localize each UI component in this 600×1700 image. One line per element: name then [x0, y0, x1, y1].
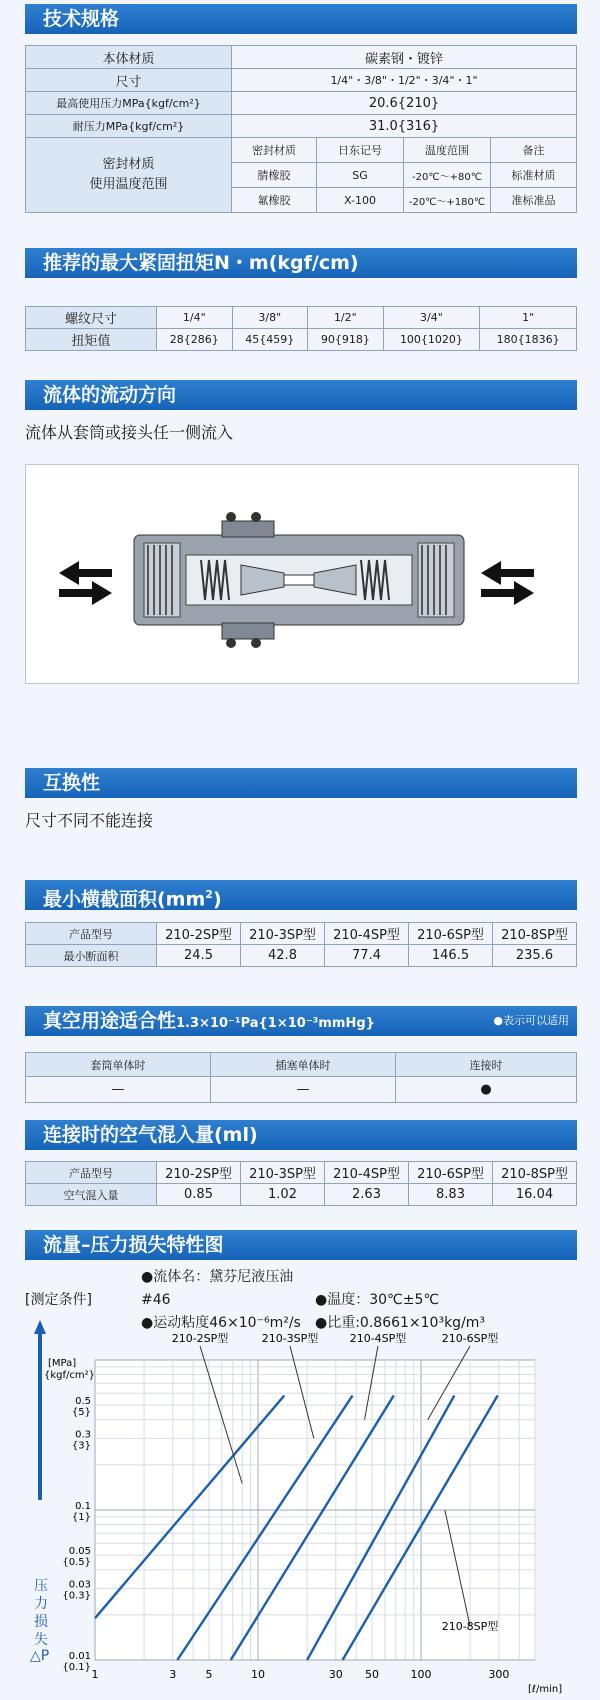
flow-pressure-chart — [0, 1300, 600, 1700]
torque-table — [25, 306, 577, 351]
series-label: 210-8SP型 — [441, 1620, 499, 1633]
area-model: 210-3SP型 — [241, 923, 325, 945]
seal-label — [26, 138, 232, 213]
y-tick-label: {0.3} — [62, 1590, 91, 1602]
max-pressure-value: 20.6{210} — [232, 92, 577, 115]
air-value: 8.83 — [409, 1184, 493, 1206]
seal-cell: SG — [317, 163, 404, 188]
spec-section-title: 技术规格 — [25, 4, 577, 34]
area-row1-label: 产品型号 — [26, 923, 157, 945]
table-row — [26, 307, 577, 329]
seal-cell: -20℃～+180℃ — [404, 188, 491, 213]
proof-pressure-value: 31.0{316} — [232, 115, 577, 138]
air-value: 2.63 — [325, 1184, 409, 1206]
torque-row1-label: 螺纹尺寸 — [26, 307, 157, 329]
torque-size: 3/4" — [383, 307, 480, 329]
area-value: 146.5 — [409, 945, 493, 967]
x-tick-label: 3 — [169, 1668, 177, 1681]
x-tick-label: 50 — [364, 1668, 379, 1681]
seal-cell: X-100 — [317, 188, 404, 213]
max-pressure-label: 最高使用压力MPa{kgf/cm²} — [26, 92, 232, 115]
y-axis-arrow-icon — [34, 1320, 46, 1500]
torque-row2-label: 扭矩值 — [26, 329, 157, 351]
air-value: 0.85 — [157, 1184, 241, 1206]
series-label: 210-2SP型 — [171, 1332, 229, 1345]
cond-viscosity: ●运动粘度46×10⁻⁶m²/s — [141, 1315, 301, 1331]
y-tick-label: 0.1 — [75, 1501, 91, 1512]
area-model: 210-6SP型 — [409, 923, 493, 945]
air-model: 210-8SP型 — [493, 1162, 577, 1184]
chart-section-title: 流量–压力损失特性图 — [25, 1230, 577, 1260]
air-model: 210-2SP型 — [157, 1162, 241, 1184]
vacuum-header: 套筒单体时 — [26, 1053, 211, 1077]
y-unit-kgf: {kgf/cm²} — [44, 1370, 96, 1381]
seal-header: 备注 — [491, 138, 577, 163]
air-value: 16.04 — [493, 1184, 577, 1206]
torque-value: 180{1836} — [480, 329, 577, 351]
y-tick-label: 0.01 — [68, 1651, 91, 1662]
seal-cell: -20℃～+80℃ — [404, 163, 491, 188]
seal-label-line2: 使用温度范围 — [89, 177, 168, 192]
area-value: 235.6 — [493, 945, 577, 967]
series-label: 210-4SP型 — [349, 1332, 407, 1345]
x-tick-label: 5 — [205, 1668, 213, 1681]
area-value: 42.8 — [241, 945, 325, 967]
y-tick-label: 0.03 — [68, 1579, 91, 1591]
y-tick-label: {1} — [71, 1512, 91, 1523]
torque-value: 45{459} — [232, 329, 308, 351]
y-unit-mpa: [MPa] — [48, 1358, 77, 1369]
size-label: 尺寸 — [26, 69, 232, 92]
torque-value: 90{918} — [308, 329, 384, 351]
vacuum-value: — — [26, 1077, 211, 1103]
size-value: 1/4"・3/8"・1/2"・3/4"・1" — [232, 69, 577, 92]
torque-section-title: 推荐的最大紧固扭矩N・m(kgf/cm) — [25, 248, 577, 278]
torque-size: 1" — [480, 307, 577, 329]
x-tick-label: 10 — [251, 1668, 266, 1681]
area-model: 210-2SP型 — [157, 923, 241, 945]
vacuum-header: 连接时 — [396, 1053, 577, 1077]
air-model: 210-3SP型 — [241, 1162, 325, 1184]
x-unit: [ℓ/min] — [528, 1684, 563, 1695]
table-row — [26, 1162, 577, 1184]
torque-size: 1/4" — [157, 307, 233, 329]
table-row — [26, 1077, 577, 1103]
bidirectional-arrow-left-icon — [59, 561, 112, 605]
air-section-title: 连接时的空气混入量(ml) — [25, 1120, 577, 1150]
vacuum-header: 插塞单体时 — [211, 1053, 396, 1077]
flow-direction-section-title: 流体的流动方向 — [25, 380, 577, 410]
y-axis-symbol: △P — [30, 1648, 50, 1664]
y-tick-label: {0.1} — [62, 1662, 91, 1673]
vacuum-value: — — [211, 1077, 396, 1103]
air-table — [25, 1161, 577, 1206]
torque-size: 3/8" — [232, 307, 308, 329]
vacuum-section-title: 真空用途适合性1.3×10⁻¹Pa{1×10⁻³mmHg} ●表示可以适用 — [25, 1006, 577, 1036]
series-label: 210-6SP型 — [441, 1332, 499, 1345]
x-tick-label: 100 — [410, 1668, 432, 1681]
seal-cell: 腈橡胶 — [232, 163, 317, 188]
body-material-value: 碳素钢・镀锌 — [232, 46, 577, 69]
table-row — [26, 329, 577, 351]
area-value: 24.5 — [157, 945, 241, 967]
area-table — [25, 922, 577, 967]
y-tick-label: {0.5} — [62, 1557, 91, 1569]
air-row2-label: 空气混入量 — [26, 1184, 157, 1206]
x-tick-label: 1 — [91, 1668, 99, 1681]
y-tick-label: {3} — [71, 1440, 91, 1452]
torque-value: 28{286} — [157, 329, 233, 351]
cond-gravity: ●比重:0.8661×10³kg/m³ — [315, 1315, 486, 1331]
vacuum-value: ● — [396, 1077, 577, 1103]
seal-cell: 标准材质 — [491, 163, 577, 188]
air-model: 210-4SP型 — [325, 1162, 409, 1184]
seal-header: 日东记号 — [317, 138, 404, 163]
air-model: 210-6SP型 — [409, 1162, 493, 1184]
air-row1-label: 产品型号 — [26, 1162, 157, 1184]
area-section-title: 最小横截面积$(mm^2)$ — [25, 880, 577, 910]
coupling-diagram-frame — [25, 464, 579, 684]
flow-direction-text: 流体从套筒或接头任一侧流入 — [25, 423, 234, 442]
x-tick-label: 300 — [488, 1668, 510, 1681]
y-tick-label: 0.5 — [75, 1396, 91, 1408]
vacuum-table — [25, 1052, 577, 1103]
bidirectional-arrow-right-icon — [481, 561, 534, 605]
table-row — [26, 923, 577, 945]
cond-label: [测定条件] — [25, 1292, 92, 1308]
coupling-body — [134, 512, 464, 648]
seal-header: 温度范围 — [404, 138, 491, 163]
seal-cell: 准标准品 — [491, 188, 577, 213]
y-axis-title-1: 压力损失 — [34, 1578, 48, 1648]
interchange-section-title: 互换性 — [25, 768, 577, 798]
torque-size: 1/2" — [308, 307, 384, 329]
y-tick-label: 0.3 — [75, 1429, 91, 1441]
area-model: 210-4SP型 — [325, 923, 409, 945]
torque-value: 100{1020} — [383, 329, 480, 351]
seal-label-line1: 密封材质 — [102, 157, 155, 172]
area-value: 77.4 — [325, 945, 409, 967]
area-row2-label: 最小断面积 — [26, 945, 157, 967]
air-value: 1.02 — [241, 1184, 325, 1206]
table-row — [26, 945, 577, 967]
seal-header: 密封材质 — [232, 138, 317, 163]
coupling-cutaway-illustration — [26, 465, 578, 683]
cond-fluid: ●流体名：黛芬尼液压油#46 — [141, 1269, 294, 1308]
y-tick-label: {5} — [71, 1407, 91, 1419]
series-label: 210-3SP型 — [261, 1332, 319, 1345]
y-tick-label: 0.05 — [68, 1546, 91, 1558]
interchange-text: 尺寸不同不能连接 — [25, 811, 154, 830]
spec-table — [25, 45, 577, 213]
area-model: 210-8SP型 — [493, 923, 577, 945]
x-tick-label: 30 — [328, 1668, 343, 1681]
seal-cell: 氟橡胶 — [232, 188, 317, 213]
body-material-label: 本体材质 — [26, 46, 232, 69]
table-row — [26, 1184, 577, 1206]
cond-temp: ●温度：30℃±5℃ — [315, 1292, 440, 1308]
vacuum-note: ●表示可以适用 — [493, 1014, 569, 1027]
proof-pressure-label: 耐压力MPa{kgf/cm²} — [26, 115, 232, 138]
